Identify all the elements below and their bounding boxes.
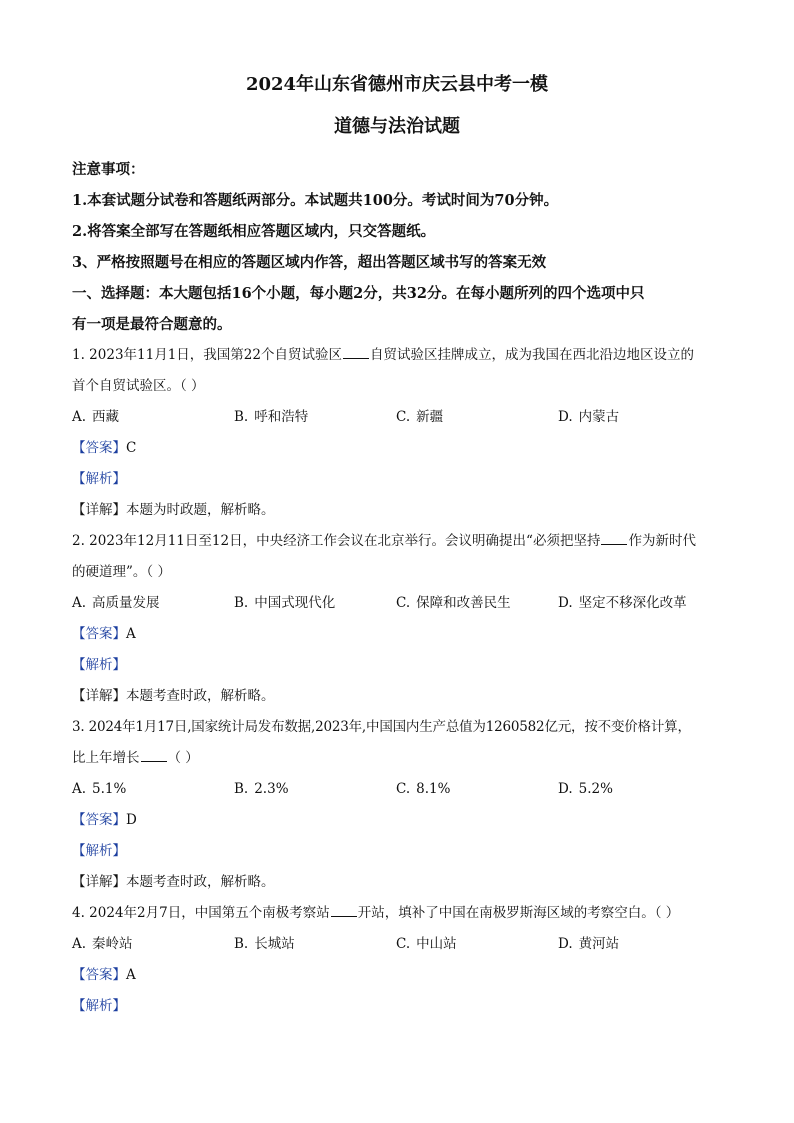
analysis-line: 【解析】 bbox=[72, 471, 126, 487]
question-2 bbox=[72, 526, 722, 712]
question-1 bbox=[72, 340, 722, 526]
notice-item: 3、严格按照题号在相应的答题区域内作答，超出答题区域书写的答案无效 bbox=[72, 254, 547, 271]
question-stem-line2: 首个自贸试验区。（ ） bbox=[72, 378, 205, 394]
option-row bbox=[72, 774, 722, 805]
option-b: B. 中国式现代化 bbox=[234, 595, 336, 611]
question-stem: 4. 2024年2月7日，中国第五个南极考察站 开站，填补了中国在南极罗斯海区域的考察空白。（ ） bbox=[72, 898, 722, 929]
detail-line: 【详解】本题为时政题，解析略。 bbox=[72, 502, 275, 518]
detail-line: 【详解】本题考查时政，解析略。 bbox=[72, 874, 275, 890]
page-title: 2024年山东省德州市庆云县中考一模 bbox=[245, 74, 549, 95]
fill-blank bbox=[141, 747, 167, 762]
fill-blank bbox=[331, 902, 357, 917]
analysis-line: 【解析】 bbox=[72, 657, 126, 673]
fill-blank bbox=[343, 344, 369, 359]
detail-line: 【详解】本题考查时政，解析略。 bbox=[72, 688, 275, 704]
notice-block bbox=[72, 154, 722, 278]
option-d: D. 坚定不移深化改革 bbox=[558, 595, 687, 611]
answer-line: 【答案】C bbox=[72, 440, 137, 456]
fill-blank bbox=[601, 530, 627, 545]
notice-item: 1.本套试题分试卷和答题纸两部分。本试题共100分。考试时间为70分钟。 bbox=[72, 192, 559, 209]
option-c: C. 新疆 bbox=[396, 409, 444, 425]
option-row bbox=[72, 402, 722, 433]
option-c: C. 中山站 bbox=[396, 936, 457, 952]
option-b: B. 长城站 bbox=[234, 936, 295, 952]
question-stem: 1. 2023年11月1日，我国第22个自贸试验区 自贸试验区挂牌成立，成为我国在西北沿边地区设立的 bbox=[72, 340, 722, 371]
question-3 bbox=[72, 712, 722, 898]
question-4 bbox=[72, 898, 722, 1022]
option-c: C. 8.1% bbox=[396, 781, 451, 797]
option-b: B. 呼和浩特 bbox=[234, 409, 309, 425]
option-d: D. 内蒙古 bbox=[558, 409, 620, 425]
option-d: D. 5.2% bbox=[558, 781, 613, 797]
question-stem-line2: 比上年增长 （ ） bbox=[72, 743, 722, 774]
option-a: A. 秦岭站 bbox=[72, 936, 133, 952]
notice-heading: 注意事项： bbox=[72, 161, 145, 178]
answer-line: 【答案】D bbox=[72, 812, 137, 828]
section-heading-line2: 有一项是最符合题意的。 bbox=[72, 316, 232, 333]
question-stem: 3. 2024年1月17日,国家统计局发布数据,2023年,中国国内生产总值为1260582亿元，按不变价格计算， bbox=[72, 719, 691, 735]
notice-item: 2.将答案全部写在答题纸相应答题区域内，只交答题纸。 bbox=[72, 223, 436, 240]
section-heading-line1: 一、选择题：本大题包括16个小题，每小题2分，共32分。在每小题所列的四个选项中只 bbox=[72, 285, 645, 302]
option-a: A. 高质量发展 bbox=[72, 595, 160, 611]
analysis-line: 【解析】 bbox=[72, 998, 126, 1014]
option-d: D. 黄河站 bbox=[558, 936, 620, 952]
option-row bbox=[72, 588, 722, 619]
answer-line: 【答案】A bbox=[72, 967, 136, 983]
option-c: C. 保障和改善民生 bbox=[396, 595, 511, 611]
answer-line: 【答案】A bbox=[72, 626, 136, 642]
analysis-line: 【解析】 bbox=[72, 843, 126, 859]
question-stem-line2: 的硬道理”。（ ） bbox=[72, 564, 171, 580]
option-a: A. 西藏 bbox=[72, 409, 120, 425]
option-a: A. 5.1% bbox=[72, 781, 127, 797]
page-subtitle: 道德与法治试题 bbox=[334, 116, 460, 137]
option-b: B. 2.3% bbox=[234, 781, 289, 797]
question-stem: 2. 2023年12月11日至12日，中央经济工作会议在北京举行。会议明确提出“必须把坚持 作为新时代 bbox=[72, 526, 722, 557]
option-row bbox=[72, 929, 722, 960]
